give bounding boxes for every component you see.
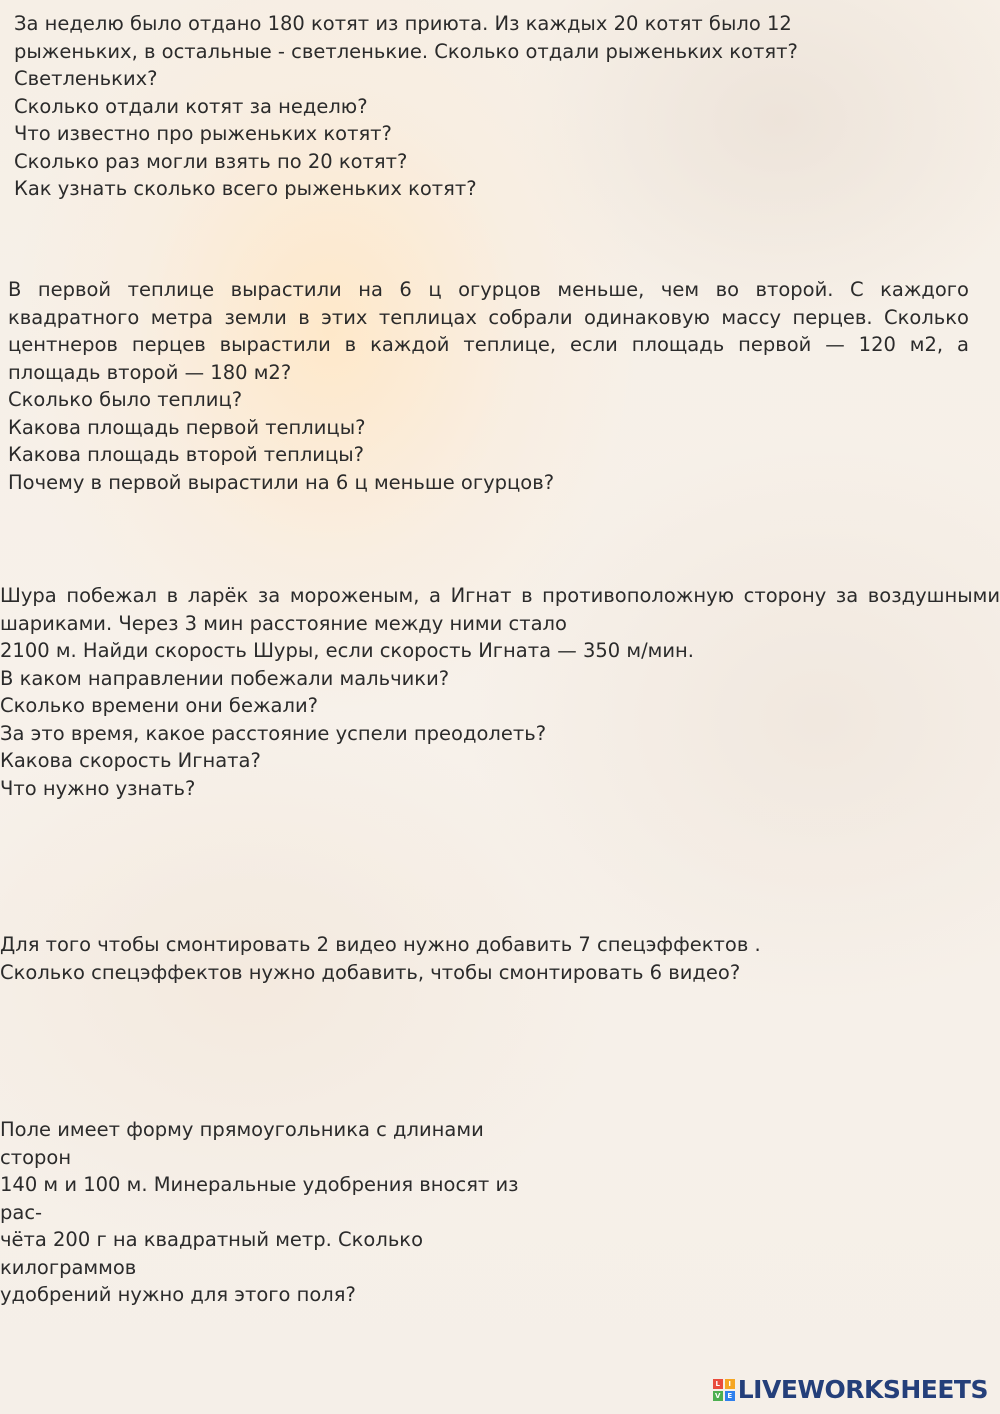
problem-text-continued: 2100 м. Найди скорость Шуры, если скорость Игната — 350 м/мин. — [0, 639, 694, 662]
logo-text: LIVEWORKSHEETS — [737, 1375, 988, 1404]
problem-field-fertilizer — [0, 1116, 560, 1309]
question: Как узнать сколько всего рыженьких котят? — [14, 177, 477, 200]
problem-text: Для того чтобы смонтировать 2 видео нужно добавить 7 спецэффектов . Сколько спецэффектов нужно добавить, чтобы смонтировать 6 видео? — [0, 933, 761, 984]
question: Сколько времени они бежали? — [0, 694, 318, 717]
question: Какова площадь второй теплицы? — [8, 443, 364, 466]
problem-line: удобрений нужно для этого поля? — [0, 1283, 356, 1306]
logo-letter-e: E — [725, 1391, 735, 1401]
question: За это время, какое расстояние успели преодолеть? — [0, 721, 547, 745]
problem-kittens — [14, 10, 894, 203]
logo-icon — [713, 1379, 735, 1401]
problem-line: 140 м и 100 м. Минеральные удобрения вносят из рас- — [0, 1173, 519, 1224]
problem-running — [0, 582, 1000, 802]
question: Сколько отдали котят за неделю? — [14, 94, 368, 118]
problem-line: Поле имеет форму прямоугольника с длинами сторон — [0, 1118, 484, 1169]
problem-text: В первой теплице вырастили на 6 ц огурцов меньше, чем во второй. С каждого квадратного метра земли в этих теплицах собрали одинаковую массу перцев. Сколько центнеров перцев вырастили в каждой теплице, если площадь первой — 120 м2, а площадь второй — 180 м2? — [8, 278, 969, 384]
problem-video-effects — [0, 931, 820, 986]
question: Сколько раз могли взять по 20 котят? — [14, 149, 408, 173]
liveworksheets-logo — [713, 1375, 988, 1404]
problem-line: чёта 200 г на квадратный метр. Сколько килограммов — [0, 1228, 424, 1279]
problem-greenhouses — [8, 276, 969, 496]
question: Какова скорость Игната? — [0, 749, 261, 772]
question: В каком направлении побежали мальчики? — [0, 666, 450, 690]
problem-text: За неделю было отдано 180 котят из приюта. Из каждых 20 котят было 12 рыженьких, в остальные - светленькие. Сколько отдали рыженьких котят? Светленьких? — [14, 12, 798, 90]
question: Что известно про рыженьких котят? — [14, 122, 392, 145]
question: Почему в первой вырастили на 6 ц меньше огурцов? — [8, 470, 555, 494]
question: Что нужно узнать? — [0, 776, 196, 800]
logo-letter-l: L — [713, 1379, 723, 1389]
logo-letter-v: V — [713, 1391, 723, 1401]
logo-letter-i: I — [725, 1379, 735, 1389]
question: Сколько было теплиц? — [8, 388, 243, 411]
problem-text: Шура побежал в ларёк за мороженым, а Игнат в противоположную сторону за воздушными шариками. Через 3 мин расстояние между ними стало — [0, 584, 1000, 635]
question: Какова площадь первой теплицы? — [8, 415, 366, 439]
